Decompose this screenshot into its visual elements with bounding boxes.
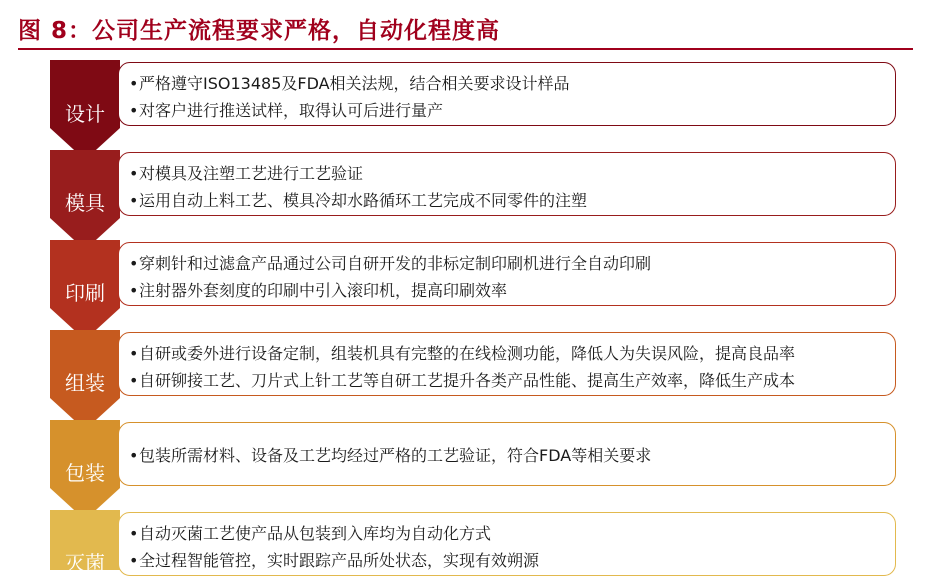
stage-label-assembly: 组装 <box>65 371 105 395</box>
stage-box-assembly <box>118 332 896 396</box>
bullet-item: •自研铆接工艺、刀片式上针工艺等自研工艺提升各类产品性能、提高生产效率，降低生产成本 <box>129 371 796 390</box>
figure-title: 图 8：公司生产流程要求严格，自动化程度高 <box>18 18 501 44</box>
stage-box-sterilization <box>118 512 896 576</box>
bullet-item: •包装所需材料、设备及工艺均经过严格的工艺验证，符合FDA等相关要求 <box>129 446 652 465</box>
stage-label-packaging: 包装 <box>65 461 105 485</box>
bullet-item: •严格遵守ISO13485及FDA相关法规，结合相关要求设计样品 <box>129 74 570 93</box>
bullet-item: •自动灭菌工艺使产品从包装到入库均为自动化方式 <box>129 524 492 543</box>
bullet-item: •穿刺针和过滤盒产品通过公司自研开发的非标定制印刷机进行全自动印刷 <box>129 254 652 273</box>
stage-box-design <box>118 62 896 126</box>
bullet-item: •对模具及注塑工艺进行工艺验证 <box>129 164 364 183</box>
stage-label-design: 设计 <box>65 102 105 126</box>
stage-box-mold <box>118 152 896 216</box>
bullet-item: •运用自动上料工艺、模具冷却水路循环工艺完成不同零件的注塑 <box>129 191 588 210</box>
stage-box-printing <box>118 242 896 306</box>
stage-label-printing: 印刷 <box>65 281 105 305</box>
bullet-item: •对客户进行推送试样，取得认可后进行量产 <box>129 101 444 120</box>
stage-label-sterilization: 灭菌 <box>65 551 105 575</box>
bullet-item: •全过程智能管控，实时跟踪产品所处状态，实现有效朔源 <box>129 551 540 570</box>
bullet-item: •自研或委外进行设备定制，组装机具有完整的在线检测功能，降低人为失误风险，提高良品率 <box>129 344 796 363</box>
stage-box-packaging <box>118 422 896 486</box>
stage-label-mold: 模具 <box>65 191 105 215</box>
bullet-item: •注射器外套刻度的印刷中引入滚印机，提高印刷效率 <box>129 281 508 300</box>
